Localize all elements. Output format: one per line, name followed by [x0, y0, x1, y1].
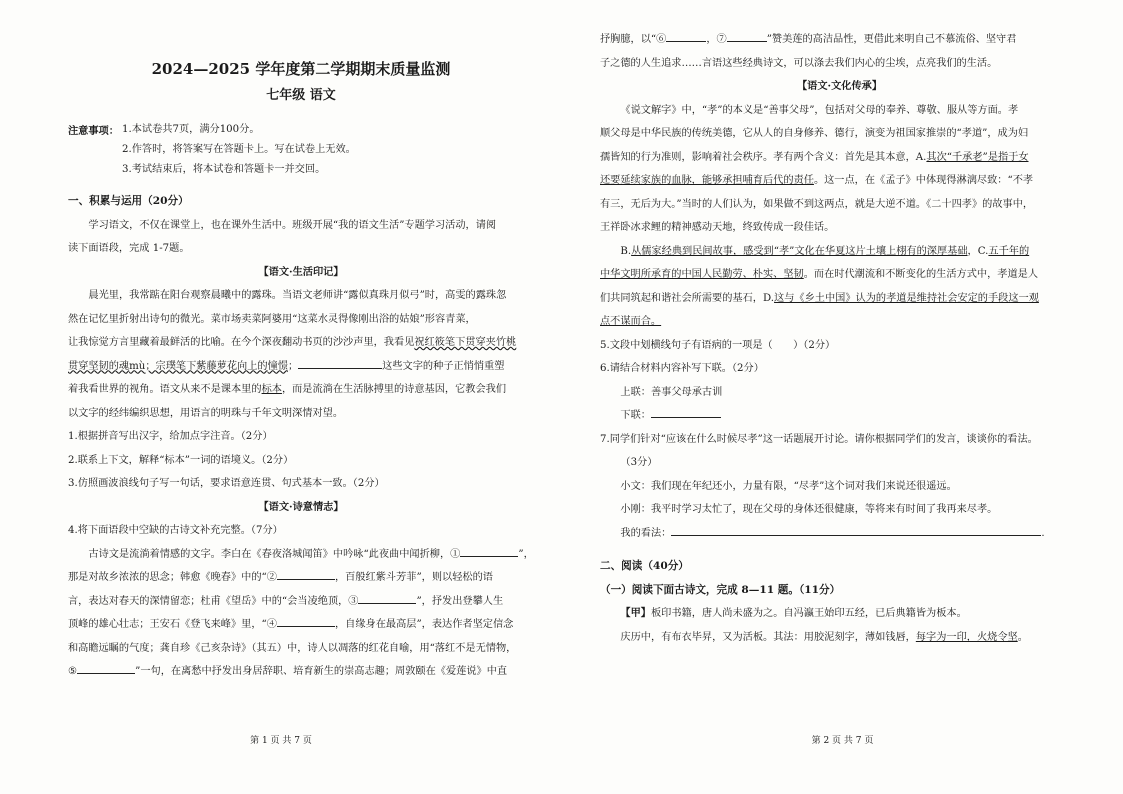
my-opinion: 我的看法： .: [600, 522, 1079, 546]
answer-blank-3[interactable]: [358, 591, 416, 604]
passage-line: 以文字的经纬编织思想，用语言的明珠与千年文明深情对望。: [68, 407, 344, 419]
note-item: 2.作答时，将答案写在答题卡上。写在试卷上无效。: [122, 144, 356, 155]
passage-line: 让我惊觉方言里藏着最鲜活的比喻。在今个深夜翻动书页的沙沙声里，我看见祝红筱笔下贯穿夹竹桃: [68, 337, 517, 348]
section-2-heading: 二、阅读（40分）: [600, 560, 689, 572]
page-2: [562, 0, 1123, 794]
underlined-sentence-c: 五千年的: [988, 245, 1030, 257]
exam-subtitle: 七年级 语文: [266, 88, 336, 103]
passage-line: 和高瞻远瞩的气度；龚自珍《己亥杂诗》（其五）中，诗人以凋落的红花自喻，用“落红不是无情物，: [68, 642, 517, 654]
answer-blank-4[interactable]: [277, 614, 335, 627]
underlined-sentence-b: 从儒家经典到民间故事，感受到“孝”文化在华夏这片土壤上栩有的深厚基础: [631, 245, 968, 257]
question-4: 4.将下面语段中空缺的古诗文补充完整。（7分）: [68, 525, 283, 536]
answer-blank-2[interactable]: [277, 567, 335, 580]
passage-line: 中华文明所承育的中国人民勤劳、朴实、坚韧。而在时代潮流和不断变化的生活方式中，孝道是人: [600, 269, 1039, 280]
answer-blank-6[interactable]: [666, 29, 706, 42]
question-2: 2.联系上下文，解释“标本”一词的语境义。（2分）: [68, 454, 294, 466]
passage-line: 抒胸臆，以“⑥ ，⑦ ”赞美莲的高洁品性，更借此来明自己不慕流俗、坚守君: [600, 28, 1079, 52]
passage-line: 有三，无后为大。”当时的人们认为，如果做不到这两点，就是大逆不道。《二十四孝》的故事中，: [600, 198, 1034, 210]
passage-line: 王祥卧冰求鲤的精神感动天地，终致传成一段佳话。: [600, 222, 835, 233]
passage-line: 晨光里，我常踮在阳台观察晨曦中的露珠。当语文老师讲“露似真珠月似弓”时，高雯的露珠忽: [88, 290, 507, 301]
intro-line: 学习语文，不仅在课堂上，也在课外生活中。班级开展“我的语文生活”专题学习活动，请阅: [88, 219, 497, 231]
passage-line: B.从儒家经典到民间故事，感受到“孝”文化在华夏这片土壤上栩有的深厚基础，C.五千年的: [620, 245, 1030, 257]
passage-line: ⑤ ”一句，在离愁中抒发出身居辞职、培育新生的崇高志趣；周敦颐在《爱莲说》中直: [68, 660, 534, 684]
passage-line: 《说文解字》中，“孝”的本义是“善事父母”，包括对父母的奉养、尊敬、服从等方面。孝: [620, 104, 1019, 116]
underlined-classical-text: 每字为一印，火烧令坚: [915, 631, 1018, 643]
passage-line: 贯穿坚韧的魂mù；宗璞笔下紫藤萝花向上的憧憬； 这些文字的种子正悄悄重塑: [68, 355, 534, 379]
passage-line: 点不谋而合。: [600, 316, 662, 327]
passage-culture: [600, 99, 1079, 334]
wavy-underlined-text: 祝红筱笔下贯穿夹竹桃: [414, 337, 517, 348]
sub-heading-life: 【语文·生活印记】: [258, 265, 344, 278]
passage-line: 那是对故乡浓浓的思念；韩愈《晚春》中的“② ，百般红紫斗芳菲”，则以轻松的语: [68, 566, 534, 590]
section-1-heading: 一、积累与运用（20分）: [68, 195, 189, 207]
notes-label: 注意事项：: [68, 125, 119, 137]
answer-blank-7[interactable]: [727, 29, 767, 42]
notes-list: [122, 120, 356, 180]
passage-line: 着我看世界的视角。语文从来不是课本里的标本，而是流淌在生活脉搏里的诗意基因，它教会我们: [68, 384, 507, 395]
answer-blank-1[interactable]: [460, 544, 518, 557]
question-3: 3.仿照画波浪线句子写一句话，要求语意连贯、句式基本一致。（2分）: [68, 478, 385, 489]
question-7: 7.同学们针对“应该在什么时候尽孝”这一话题展开讨论。请你根据同学们的发言，谈谈你的看法。: [600, 433, 1038, 445]
note-item: 1.本试卷共7页，满分100分。: [122, 124, 260, 135]
note-item: 3.考试结束后，将本试卷和答题卡一并交回。: [122, 164, 326, 175]
speaker-xiaowen: 小文：我们现在年纪还小，力量有限，“尽孝”这个词对我们来说还很遥远。: [620, 480, 957, 492]
passage-line: 顺父母是中华民族的传统美德，它从人的自身修养、德行，演变为祖国家推崇的“孝道”，成为妇: [600, 128, 1029, 139]
sub-heading-culture: 【语文·文化传承】: [796, 80, 883, 92]
question-7-score: （3分）: [620, 457, 658, 468]
speaker-xiaogang: 小刚：我平时学习太忙了，现在父母的身体还很健康，等将来有时间了我再来尽孝。: [620, 504, 998, 515]
reading-subheading: （一）阅读下面古诗文，完成 8—11 题。（11分）: [600, 583, 841, 596]
page-footer: 第 2 页 共 7 页: [811, 736, 874, 746]
page-footer: 第 1 页 共 7 页: [250, 736, 312, 746]
sub-heading-poetry: 【语文·诗意情志】: [258, 500, 344, 513]
dotted-word: 憧憬: [267, 360, 288, 372]
passage-line: 子之德的人生追求……言语这些经典诗文，可以涤去我们内心的尘埃，点亮我们的生活。: [600, 57, 998, 69]
underlined-sentence-d: 这与《乡土中国》认为的孝道是维持社会安定的手段这一观: [774, 292, 1039, 304]
passage-jia-line: 庆历中，有布衣毕昇，又为活板。其法：用胶泥刻字，薄如钱唇，每字为一印，火烧令坚。: [620, 631, 1028, 643]
passage-line: 们共同筑起和谐社会所需要的基石，D.这与《乡土中国》认为的孝道是维持社会安定的手段这一观: [600, 292, 1039, 304]
couplet-answer-blank[interactable]: [651, 405, 721, 418]
passage-line: 然在记忆里折射出诗句的微光。菜市场卖菜阿婆用“这菜水灵得像刚出浴的姑娘”形容青菜，: [68, 313, 476, 325]
passage-line: 孺皆知的行为准则，影响着社会秩序。孝有两个含义：首先是其本意，A.其次“千承老”是指于女: [600, 151, 1029, 163]
exam-title: 2024—2025 学年度第二学期期末质量监测: [151, 60, 451, 78]
passage-line: 顶峰的雄心壮志；王安石《登飞来峰》里，“④ ，自缘身在最高层”，表达作者坚定信念: [68, 613, 534, 637]
answer-blank-5[interactable]: [77, 661, 135, 674]
answer-blank[interactable]: [298, 356, 382, 369]
word-biaoben: 标本: [261, 384, 282, 395]
passage-life: [68, 284, 534, 425]
couplet-upper: 上联：善事父母承古训: [620, 386, 723, 398]
passage-poetry: [68, 543, 534, 684]
notes-block: [68, 120, 534, 180]
passage-line: 古诗文是流淌着情感的文字。李白在《春夜洛城闻笛》中吟咏“此夜曲中闻折柳，① ”，: [68, 543, 534, 567]
question-5: 5.文段中划横线句子有语病的一项是（ ）（2分）: [600, 339, 836, 351]
underlined-sentence-a: 其次“千承老”是指于女: [926, 151, 1029, 163]
question-6: 6.请结合材料内容补写下联。（2分）: [600, 363, 764, 374]
intro-line: 读下面语段，完成 1-7题。: [68, 243, 190, 254]
opinion-answer-blank[interactable]: [671, 523, 1041, 536]
passage-jia-line: 【甲】板印书籍，唐人尚未盛为之。自冯瀛王始印五经，已后典籍皆为板本。: [620, 607, 967, 619]
passage-line: 还要延续家族的血脉，能够承担哺育后代的责任。这一点，在《孟子》中体现得淋漓尽致：“不孝: [600, 175, 1034, 186]
couplet-lower: 下联：: [600, 404, 1079, 428]
passage-line: 言，表达对春天的深情留恋；杜甫《望岳》中的“会当凌绝顶，③ ”，抒发出登攀人生: [68, 590, 534, 614]
question-1: 1.根据拼音写出汉字，给加点字注音。（2分）: [68, 431, 273, 442]
